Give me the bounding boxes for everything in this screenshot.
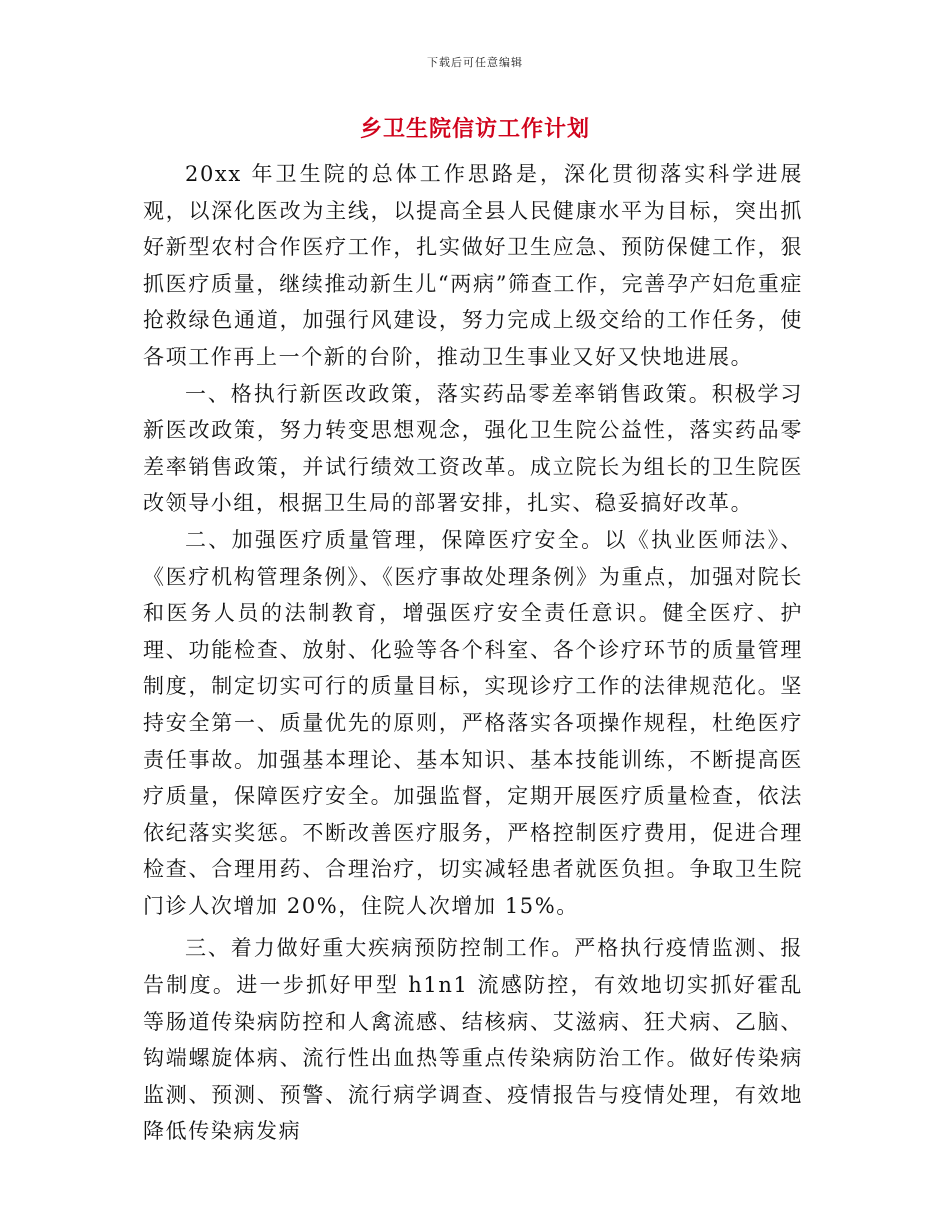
paragraph-section-3: 三、着力做好重大疾病预防控制工作。严格执行疫情监测、报告制度。进一步抓好甲型 h1n1 流感防控，有效地切实抓好霍乱等肠道传染病防控和人禽流感、结核病、艾滋病、狂犬病、乙脑、钩端螺旋体病、流行性出血热等重点传染病防治工作。做好传染病监测、预测、预警、流行病学调查、疫情报告与疫情处理，有效地降低传染病发病 (143, 936, 803, 1144)
paragraph-section-1: 一、格执行新医改政策，落实药品零差率销售政策。积极学习新医改政策，努力转变思想观念，强化卫生院公益性，落实药品零差率销售政策，并试行绩效工资改革。成立院长为组长的卫生院医改领导小组，根据卫生局的部署安排，扎实、稳妥搞好改革。 (143, 381, 803, 516)
document-title: 乡卫生院信访工作计划 (359, 116, 590, 142)
paragraph-section-2: 二、加强医疗质量管理，保障医疗安全。以《执业医师法》、《医疗机构管理条例》、《医疗事故处理条例》为重点，加强对院长和医务人员的法制教育，增强医疗安全责任意识。健全医疗、护理、功能检查、放射、化验等各个科室、各个诊疗环节的质量管理制度，制定切实可行的质量目标，实现诊疗工作的法律规范化。坚持安全第一、质量优先的原则，严格落实各项操作规程，杜绝医疗责任事故。加强基本理论、基本知识、基本技能训练，不断提高医疗质量，保障医疗安全。加强监督，定期开展医疗质量检查，依法依纪落实奖惩。不断改善医疗服务，严格控制医疗费用，促进合理检查、合理用药、合理治疗，切实减轻患者就医负担。争取卫生院门诊人次增加 20%，住院人次增加 15%。 (143, 527, 803, 918)
header-note: 下载后可任意编辑 (427, 56, 523, 69)
paragraph-intro: 20xx 年卫生院的总体工作思路是，深化贯彻落实科学进展观，以深化医改为主线，以提高全县人民健康水平为目标，突出抓好新型农村合作医疗工作，扎实做好卫生应急、预防保健工作，狠抓医疗质量，继续推动新生儿“两病”筛查工作，完善孕产妇危重症抢救绿色通道，加强行风建设，努力完成上级交给的工作任务，使各项工作再上一个新的台阶，推动卫生事业又好又快地进展。 (143, 162, 803, 369)
document-body (143, 156, 803, 1150)
